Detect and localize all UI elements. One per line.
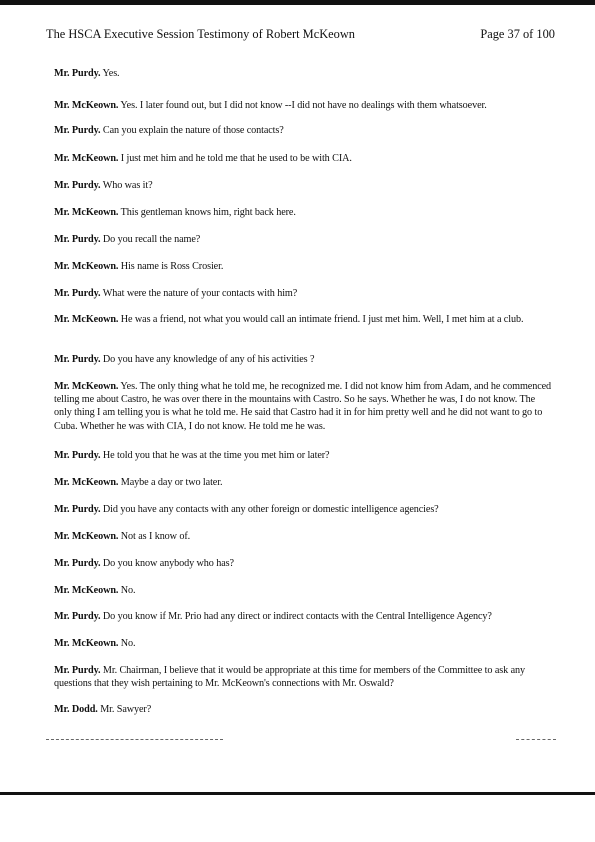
dialogue-paragraph	[54, 557, 554, 570]
spoken-text: No.	[120, 585, 136, 596]
speaker-name: Mr. Purdy.	[54, 450, 101, 461]
dialogue-paragraph	[54, 449, 554, 462]
spoken-text: Yes. I later found out, but I did not know --I did not have no dealings with them whatsoever.	[120, 100, 487, 111]
spoken-text: Do you recall the name?	[102, 234, 201, 245]
speaker-name: Mr. Dodd.	[54, 704, 98, 715]
spoken-text: This gentleman knows him, right back here.	[120, 207, 296, 218]
speaker-name: Mr. Purdy.	[54, 504, 101, 515]
speaker-name: Mr. McKeown.	[54, 477, 119, 488]
page-header	[46, 27, 555, 43]
speaker-name: Mr. McKeown.	[54, 638, 119, 649]
dialogue-paragraph	[54, 476, 554, 489]
speaker-name: Mr. Purdy.	[54, 234, 101, 245]
spoken-text: Did you have any contacts with any other foreign or domestic intelligence agencies?	[102, 504, 439, 515]
document-title: The HSCA Executive Session Testimony of Robert McKeown	[46, 27, 355, 41]
speaker-name: Mr. Purdy.	[54, 665, 101, 676]
spoken-text: His name is Ross Crosier.	[120, 261, 224, 272]
dialogue-paragraph	[54, 610, 554, 623]
spoken-text: I just met him and he told me that he used to be with CIA.	[120, 153, 352, 164]
dialogue-paragraph	[54, 664, 554, 690]
dialogue-paragraph	[54, 313, 554, 326]
dialogue-paragraph	[54, 206, 554, 219]
speaker-name: Mr. Purdy.	[54, 611, 101, 622]
spoken-text: Can you explain the nature of those contacts?	[102, 125, 284, 136]
spoken-text: Do you have any knowledge of any of his activities ?	[102, 354, 315, 365]
dialogue-paragraph	[54, 584, 554, 597]
dialogue-paragraph	[54, 124, 554, 137]
spoken-text: Not as I know of.	[120, 531, 191, 542]
dialogue-paragraph	[54, 703, 554, 716]
dialogue-paragraph	[54, 152, 554, 165]
dialogue-paragraph	[54, 179, 554, 192]
speaker-name: Mr. Purdy.	[54, 288, 101, 299]
spoken-text: Mr. Chairman, I believe that it would be appropriate at this time for members of the Committee to ask any questions that they wish pertaining to Mr. McKeown's connections with Mr. Oswald?	[54, 665, 525, 690]
dialogue-paragraph	[54, 353, 554, 366]
dialogue-paragraph	[54, 99, 554, 112]
spoken-text: He told you that he was at the time you met him or later?	[102, 450, 330, 461]
top-border-rule	[0, 0, 595, 5]
dialogue-paragraph	[54, 637, 554, 650]
spoken-text: Yes. The only thing what he told me, he recognized me. I did not know him from Adam, and he commenced telling me about Castro, he was over there in the mountains with Castro. So he says. Whether he was, I do not know. The only thing I am telling you is what he told me. He said that Castro had it in for him pretty well and he did not want to go to Cuba. Whether he was with CIA, I do not know. He told me he was.	[54, 381, 552, 432]
dialogue-paragraph	[54, 233, 554, 246]
dialogue-paragraph	[54, 530, 554, 543]
speaker-name: Mr. Purdy.	[54, 68, 101, 79]
spoken-text: Do you know anybody who has?	[102, 558, 234, 569]
page-number: Page 37 of 100	[480, 27, 555, 41]
spoken-text: He was a friend, not what you would call an intimate friend. I just met him. Well, I met him at a club.	[120, 314, 524, 325]
spoken-text: What were the nature of your contacts with him?	[102, 288, 298, 299]
spoken-text: Who was it?	[102, 180, 153, 191]
dialogue-paragraph	[54, 287, 554, 300]
spoken-text: Maybe a day or two later.	[120, 477, 223, 488]
speaker-name: Mr. Purdy.	[54, 125, 101, 136]
spoken-text: Do you know if Mr. Prio had any direct or indirect contacts with the Central Intelligence Agency?	[102, 611, 492, 622]
scan-artifact-line	[516, 739, 556, 740]
bottom-border-rule	[0, 792, 595, 795]
dialogue-paragraph	[54, 67, 554, 80]
dialogue-paragraph	[54, 380, 554, 433]
speaker-name: Mr. Purdy.	[54, 558, 101, 569]
speaker-name: Mr. McKeown.	[54, 381, 119, 392]
dialogue-paragraph	[54, 503, 554, 516]
speaker-name: Mr. McKeown.	[54, 261, 119, 272]
speaker-name: Mr. Purdy.	[54, 354, 101, 365]
scan-artifact-line	[46, 739, 223, 740]
dialogue-paragraph	[54, 260, 554, 273]
speaker-name: Mr. McKeown.	[54, 531, 119, 542]
spoken-text: Mr. Sawyer?	[100, 704, 152, 715]
spoken-text: Yes.	[102, 68, 120, 79]
speaker-name: Mr. McKeown.	[54, 207, 119, 218]
speaker-name: Mr. McKeown.	[54, 153, 119, 164]
speaker-name: Mr. Purdy.	[54, 180, 101, 191]
speaker-name: Mr. McKeown.	[54, 314, 119, 325]
speaker-name: Mr. McKeown.	[54, 100, 119, 111]
speaker-name: Mr. McKeown.	[54, 585, 119, 596]
spoken-text: No.	[120, 638, 136, 649]
